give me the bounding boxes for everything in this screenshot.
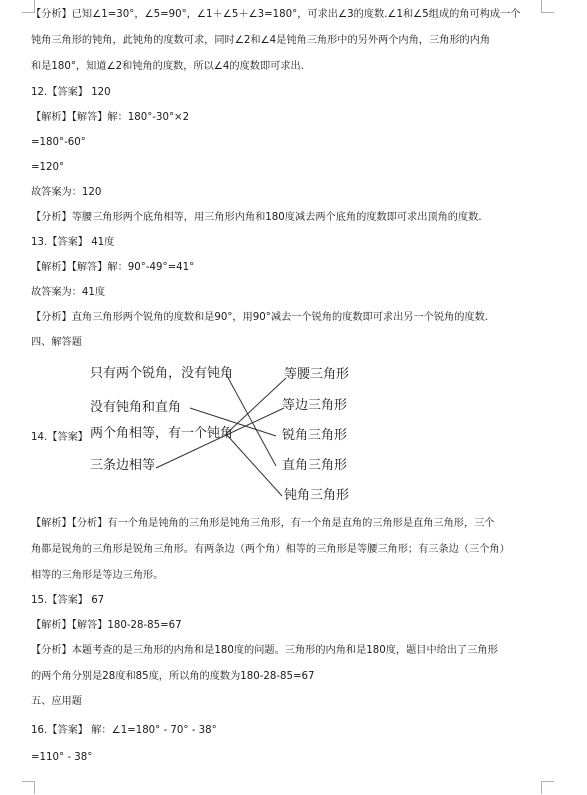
q12-step-2: =120° — [31, 162, 65, 173]
q15-analysis-line-1: 【分析】本题考查的是三角形的内角和是180度的问题。三角形的内角和是180度，题目中给出了三角形 — [31, 645, 498, 656]
q16-answer: 16.【答案】 解：∠1=180° - 70° - 38° — [31, 725, 217, 736]
q14-analysis-line-3: 相等的三角形是等边三角形。 — [31, 570, 164, 581]
q14-answer: 14.【答案】 — [31, 432, 88, 443]
q15-analysis-line-2: 的两个角分别是28度和85度，所以角的度数为180-28-85=67 — [31, 671, 315, 682]
diagram-right-item-3: 锐角三角形 — [282, 428, 348, 443]
match-line — [226, 434, 282, 496]
q15-answer: 15.【答案】 67 — [31, 595, 105, 606]
analysis-line-3: 和是180°，知道∠2和钝角的度数，所以∠4的度数即可求出. — [31, 61, 304, 72]
diagram-left-item-2: 没有钝角和直角 — [90, 400, 182, 415]
q12-step-1: =180°-60° — [31, 137, 86, 148]
section-heading-5: 五、应用题 — [31, 696, 82, 707]
q13-analysis: 【分析】直角三角形两个锐角的度数和是90°，用90°减去一个锐角的度数即可求出另一个锐角的度数. — [31, 312, 489, 323]
analysis-line-1: 【分析】已知∠1=30°，∠5=90°，∠1＋∠5＋∠3=180°，可求出∠3的度数.∠1和∠5组成的角可构成一个 — [31, 9, 521, 20]
match-line — [226, 374, 276, 466]
matching-diagram — [84, 362, 352, 508]
section-heading-4: 四、解答题 — [31, 337, 82, 348]
q13-answer: 13.【答案】 41度 — [31, 237, 115, 248]
crop-mark-bottom-left — [22, 781, 35, 794]
match-line — [226, 378, 286, 434]
diagram-right-item-1: 等腰三角形 — [284, 367, 350, 382]
diagram-right-item-4: 直角三角形 — [282, 458, 348, 473]
q12-answer: 12.【答案】 120 — [31, 87, 111, 98]
q14-analysis-line-1: 【解析】【分析】有一个角是钝角的三角形是钝角三角形，有一个角是直角的三角形是直角三角形，三个 — [31, 518, 495, 529]
q12-analysis: 【分析】等腰三角形两个底角相等，用三角形内角和180度减去两个底角的度数即可求出顶角的度数. — [31, 212, 482, 223]
crop-mark-top-right — [541, 0, 554, 13]
q12-solution: 【解析】【解答】解：180°-30°×2 — [31, 112, 190, 123]
q12-final-answer: 故答案为：120 — [31, 187, 102, 198]
diagram-right-item-2: 等边三角形 — [282, 398, 348, 413]
q15-solution: 【解析】【解答】180-28-85=67 — [31, 620, 182, 631]
crop-mark-bottom-right — [541, 781, 554, 794]
diagram-left-item-1: 只有两个锐角，没有钝角 — [90, 366, 234, 381]
q13-solution: 【解析】【解答】解：90°-49°=41° — [31, 262, 195, 273]
diagram-left-item-4: 三条边相等 — [90, 458, 156, 473]
q14-analysis-line-2: 角都是锐角的三角形是锐角三角形。有两条边（两个角）相等的三角形是等腰三角形；有三条边（三个角） — [31, 544, 510, 555]
diagram-right-item-5: 钝角三角形 — [284, 488, 350, 503]
q13-final-answer: 故答案为：41度 — [31, 287, 106, 298]
q16-step-1: =110° - 38° — [31, 752, 93, 763]
diagram-left-item-3: 两个角相等，有一个钝角 — [90, 426, 234, 441]
analysis-line-2: 钝角三角形的钝角，此钝角的度数可求，同时∠2和∠4是钝角三角形中的另外两个内角，三角形的内角 — [31, 35, 491, 46]
